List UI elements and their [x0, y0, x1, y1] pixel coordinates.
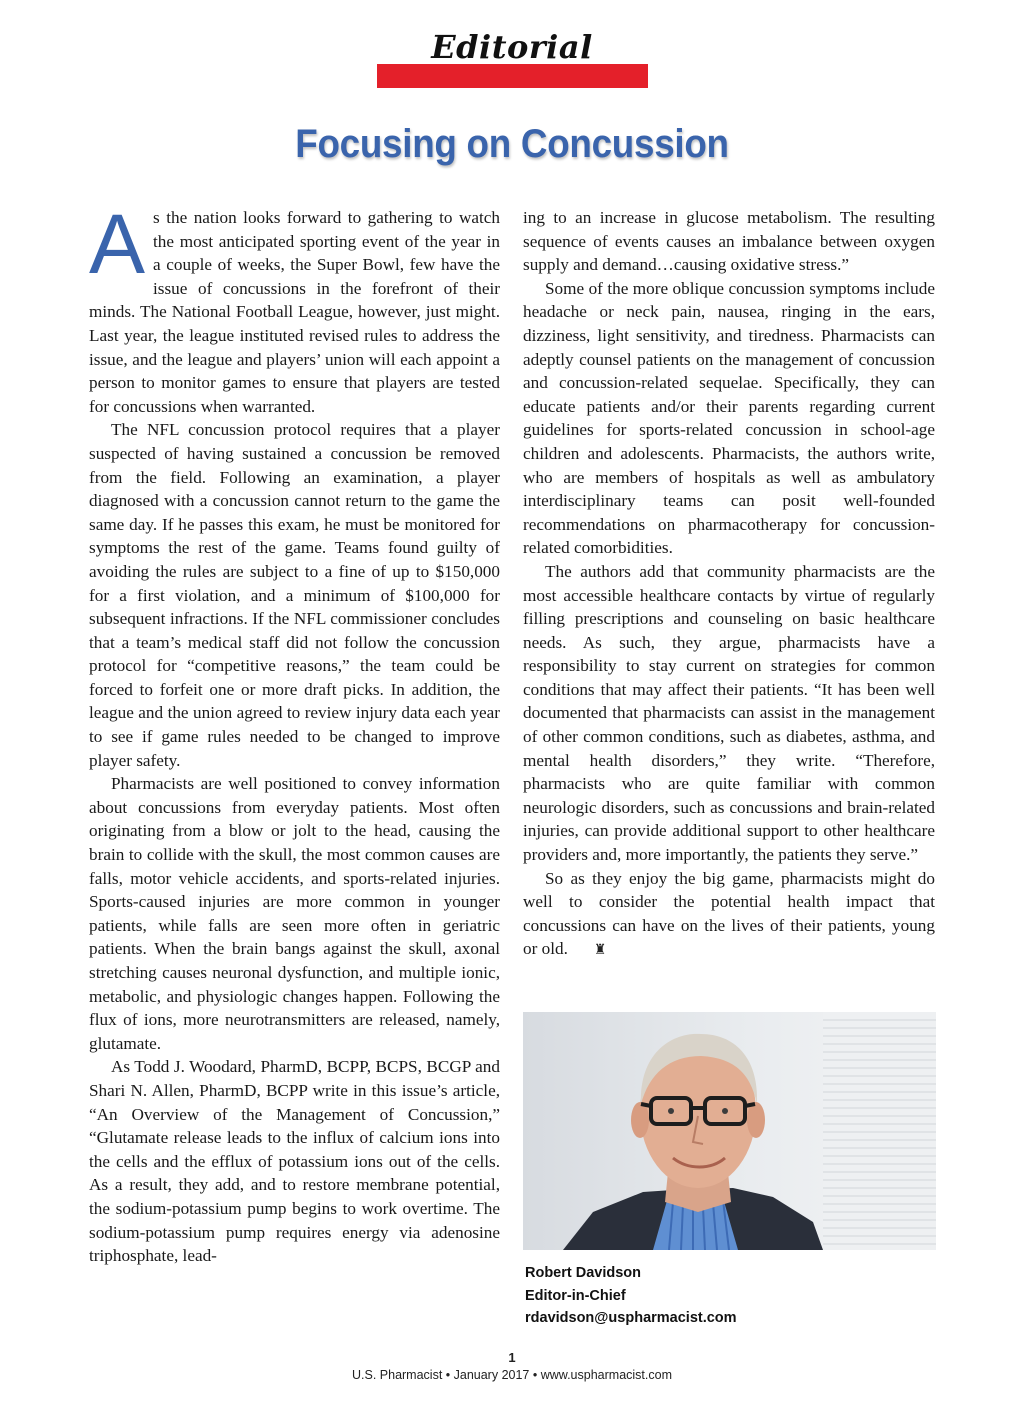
paragraph-woodard-allen: As Todd J. Woodard, PharmD, BCPP, BCPS, BCGP and Shari N. Allen, PharmD, BCPP write in this issue’s article, “An Overview of the Management of Concussion,” “Glutamate release leads to the influx of calcium ions into the cells and the efflux of potassium ions out of the cells. As a result, they add, and to restore membrane potential, the sodium-potassium pump begins to work overtime. The sodium-potassium pump requires energy via adenosine triphosphate, lead-	[89, 1057, 500, 1266]
opening-paragraph-text: s the nation looks forward to gathering to watch the most anticipated sporting event of the year in a couple of weeks, the Super Bowl, few have the issue of concussions in the forefront of their minds. The National Football League, however, just might. Last year, the league instituted revised rules to address the issue, and the league and players’ union will each appoint a person to monitor games to ensure that players are tested for concussions when warranted.	[89, 208, 500, 416]
article-headline: Focusing on Concussion	[295, 122, 729, 166]
paragraph-community-pharmacists: The authors add that community pharmacists are the most accessible healthcare contacts by virtue of regularly filling prescriptions and counseling on basic healthcare needs. As such, they argue, pharmacists have a responsibility to stay current on strategies for common conditions that may affect their patients. “It has been well documented that pharmacists can assist in the management of other common conditions, such as diabetes, asthma, and mental health disorders,” they write. “Therefore, pharmacists who are quite familiar with common neurologic disorders, such as concussions and brain-related injuries, can provide additional support to other healthcare providers and, more importantly, the patients they serve.”	[523, 561, 935, 865]
paragraph-closing	[523, 867, 935, 963]
page-footer	[0, 1350, 1024, 1384]
end-mark-icon: ♜	[593, 943, 607, 959]
section-label-bar	[377, 64, 648, 88]
paragraph-glucose-continued: ing to an increase in glucose metabolism. The resulting sequence of events causes an imbalance between oxygen supply and demand…causing oxidative stress.”	[523, 208, 935, 275]
author-email[interactable]: rdavidson@uspharmacist.com	[525, 1310, 737, 1326]
author-photo	[523, 1012, 936, 1250]
drop-cap: A	[89, 197, 146, 291]
right-column	[523, 206, 935, 963]
page-number: 1	[508, 1350, 516, 1365]
paragraph-nfl-protocol: The NFL concussion protocol requires that a player suspected of having sustained a concussion be removed from the field. Following an examination, a player diagnosed with a concussion cannot return to the game the same day. If he passes this exam, he must be monitored for symptoms the rest of the game. Teams found guilty of avoiding the rules are subject to a fine of up to $150,000 for a first violation, and a minimum of $100,000 for subsequent infractions. If the NFL commissioner concludes that a team’s medical staff did not follow the concussion protocol for “competitive reasons,” the team could be forced to forfeit one or more draft picks. In addition, the league and the union agreed to review injury data each year to see if game rules needed to be changed to improve player safety.	[89, 420, 500, 770]
opening-paragraph	[89, 197, 500, 418]
paragraph-pharmacists-positioned: Pharmacists are well positioned to convey information about concussions from everyday patients. Most often originating from a blow or jolt to the head, causing the brain to collide with the skull, the most common causes are falls, motor vehicle accidents, and sports-related injuries. Sports-caused injuries are more common in younger patients, while falls are seen more often in geriatric patients. When the brain bangs against the skull, axonal stretching causes neuronal dysfunction, and multiple ionic, metabolic, and physiologic changes happen. Following the flux of ions, more neurotransmitters are released, namely, glutamate.	[89, 774, 500, 1053]
publication-line: U.S. Pharmacist • January 2017 • www.uspharmacist.com	[352, 1368, 672, 1382]
author-name: Robert Davidson	[525, 1265, 642, 1281]
closing-text: So as they enjoy the big game, pharmacists might do well to consider the potential health impact that concussions can have on the lives of their patients, young or old.	[523, 868, 935, 959]
left-column	[89, 197, 500, 1268]
author-caption	[525, 1262, 737, 1330]
section-label: Editorial	[431, 28, 593, 66]
author-title: Editor-in-Chief	[525, 1287, 626, 1304]
paragraph-symptoms: Some of the more oblique concussion symptoms include headache or neck pain, nausea, ringing in the ears, dizziness, light sensitivity, and tiredness. Pharmacists can adeptly counsel patients on the management of concussion and concussion-related sequelae. Specifically, they can educate patients and/or their parents regarding current guidelines for sports-related concussion in school-age children and adolescents. Pharmacists, the authors write, who are members of hospitals as well as ambulatory interdisciplinary teams can posit well-founded recommendations on pharmacotherapy for concussion-related comorbidities.	[523, 278, 935, 558]
